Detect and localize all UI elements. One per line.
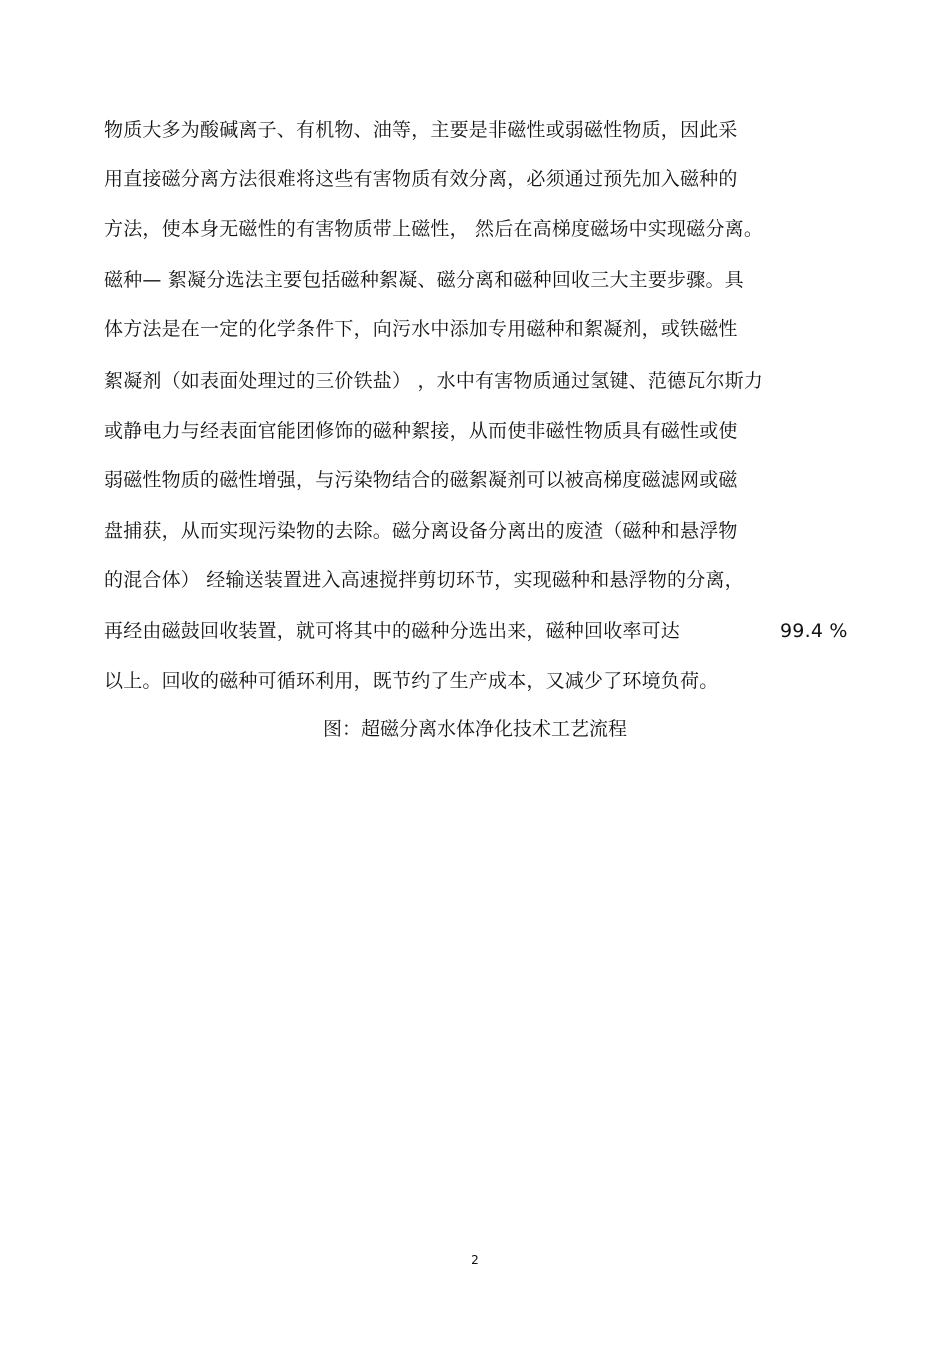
recovery-rate-value: 99.4 % [780, 620, 848, 642]
figure-caption: 图：超磁分离水体净化技术工艺流程 [322, 718, 627, 740]
body-line-4: 磁种— 絮凝分选法主要包括磁种絮凝、磁分离和磁种回收三大主要步骤。具 [104, 269, 744, 291]
body-line-11-text: 再经由磁鼓回收装置，就可将其中的磁种分选出来，磁种回收率可达 [104, 620, 681, 642]
body-line-7: 或静电力与经表面官能团修饰的磁种絮接，从而使非磁性物质具有磁性或使 [104, 420, 738, 442]
body-line-12: 以上。回收的磁种可循环利用，既节约了生产成本，又减少了环境负荷。 [104, 670, 719, 692]
body-line-9: 盘捕获，从而实现污染物的去除。磁分离设备分离出的废渣（磁种和悬浮物 [104, 520, 738, 542]
body-line-5: 体方法是在一定的化学条件下，向污水中添加专用磁种和絮凝剂，或铁磁性 [104, 318, 738, 340]
body-line-6: 絮凝剂（如表面处理过的三价铁盐） ，水中有害物质通过氢键、范德瓦尔斯力 [104, 370, 764, 392]
body-line-2: 用直接磁分离方法很难将这些有害物质有效分离，必须通过预先加入磁种的 [104, 168, 738, 190]
body-line-3: 方法，使本身无磁性的有害物质带上磁性， 然后在高梯度磁场中实现磁分离。 [104, 218, 764, 240]
body-line-1: 物质大多为酸碱离子、有机物、油等，主要是非磁性或弱磁性物质，因此采 [104, 119, 738, 141]
body-line-11 [104, 619, 848, 643]
page-number: 2 [471, 1253, 479, 1267]
body-line-10: 的混合体） 经输送装置进入高速搅拌剪切环节，实现磁种和悬浮物的分离， [104, 569, 744, 591]
body-line-8: 弱磁性物质的磁性增强，与污染物结合的磁絮凝剂可以被高梯度磁滤网或磁 [104, 469, 738, 491]
